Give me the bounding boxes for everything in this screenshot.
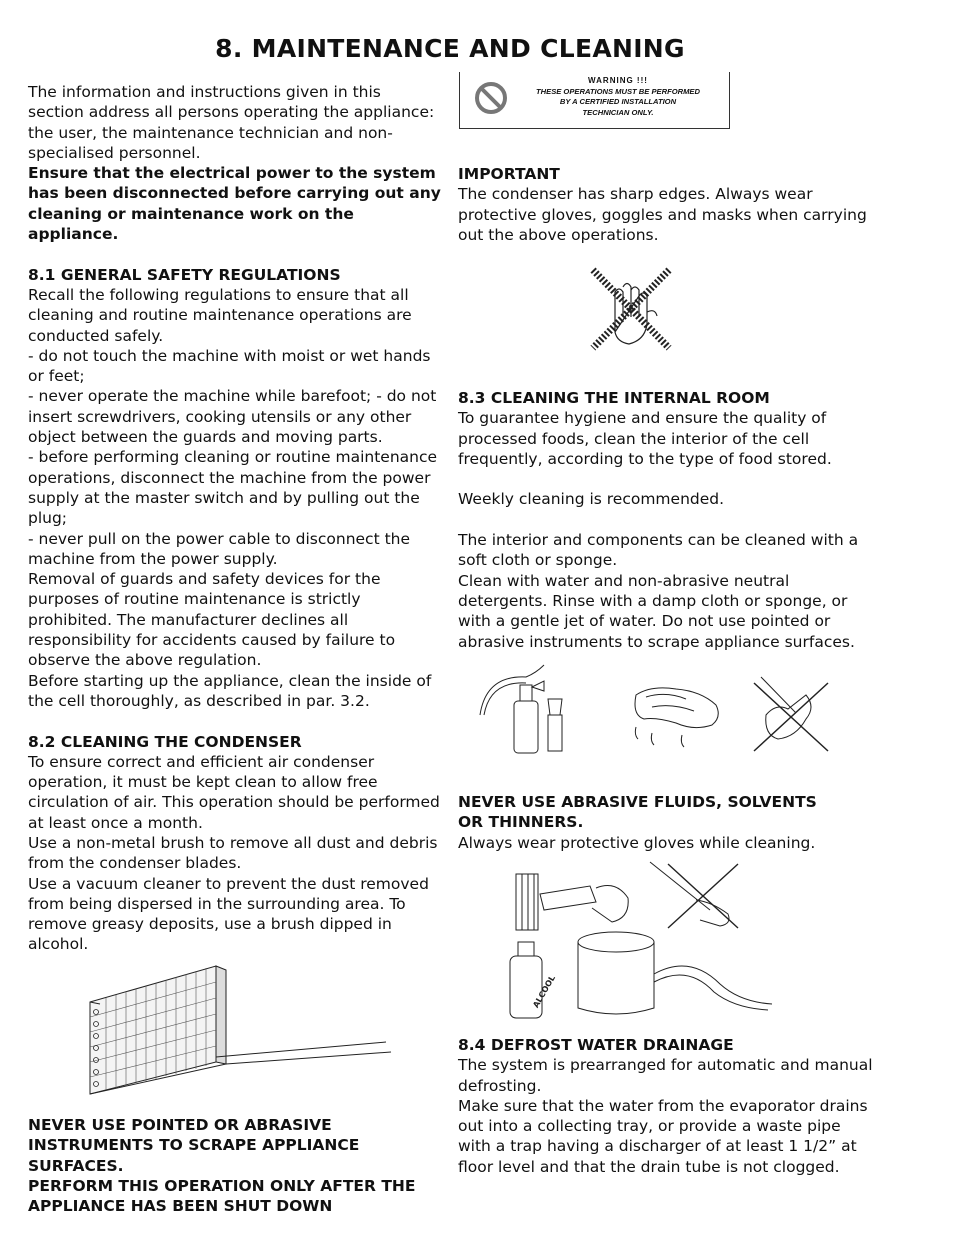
- intro-paragraph: [28, 82, 448, 163]
- text-line: specialised personnel.: [28, 143, 201, 162]
- text-line: abrasive instruments to scrape appliance surfaces.: [458, 632, 855, 651]
- text-line: THESE OPERATIONS MUST BE PERFORMED: [536, 86, 700, 96]
- text-line: plug;: [28, 509, 68, 528]
- text-line: machine from the power supply.: [28, 549, 278, 568]
- text-line: APPLIANCE HAS BEEN SHUT DOWN: [28, 1197, 333, 1216]
- hose-icon: [480, 665, 544, 715]
- bottom-warning: [28, 1115, 458, 1216]
- text-line: frequently, according to the type of food stored.: [458, 449, 832, 468]
- no-entry-icon: [474, 81, 508, 115]
- text-line: Use a non-metal brush to remove all dust and debris: [28, 833, 438, 852]
- text-line: with a trap having a discharger of at least 1 1/2” at: [458, 1137, 857, 1156]
- text-line: with a gentle jet of water. Do not use pointed or: [458, 612, 831, 631]
- section-heading-8-4: 8.4 DEFROST WATER DRAINAGE: [458, 1036, 734, 1054]
- section-heading-8-1: 8.1 GENERAL SAFETY REGULATIONS: [28, 265, 341, 284]
- text-line: soft cloth or sponge.: [458, 551, 618, 570]
- text-line: Before starting up the appliance, clean the inside of: [28, 671, 432, 690]
- text-line: prohibited. The manufacturer declines all: [28, 610, 349, 629]
- warning-box: [459, 72, 730, 129]
- text-line: TECHNICIAN ONLY.: [582, 107, 654, 117]
- condenser-illustration: [86, 962, 396, 1097]
- text-line: The system is prearranged for automatic and manual: [458, 1056, 873, 1075]
- text-line: at least once a month.: [28, 813, 203, 832]
- text-line: - before performing cleaning or routine maintenance: [28, 448, 438, 467]
- text-line: cleaning or maintenance work on the appliance.: [28, 204, 354, 244]
- text-line: insert screwdrivers, cooking utensils or any other: [28, 407, 412, 426]
- text-line: floor level and that the drain tube is not clogged.: [458, 1157, 840, 1176]
- no-hands-icon: [585, 262, 677, 354]
- text-line: detergents. Rinse with a damp cloth or sponge, or: [458, 591, 848, 610]
- text-line: Weekly cleaning is recommended.: [458, 490, 725, 509]
- text-line: Clean with water and non-abrasive neutral: [458, 571, 790, 590]
- page-title: 8. MAINTENANCE AND CLEANING: [215, 34, 685, 63]
- condenser-icon: [516, 874, 538, 930]
- text-line: INSTRUMENTS TO SCRAPE APPLIANCE SURFACES.: [28, 1136, 360, 1175]
- screwdriver-icon: [650, 862, 710, 910]
- text-line: section address all persons operating the appliance:: [28, 103, 435, 122]
- cloth-icon: [635, 688, 718, 728]
- never-use-section: [458, 792, 878, 853]
- text-line: alcohol.: [28, 935, 89, 954]
- brush-icon: [540, 886, 596, 910]
- text-line: processed foods, clean the interior of the cell: [458, 429, 810, 448]
- text-line: Recall the following regulations to ensure that all: [28, 285, 409, 304]
- text-line: conducted safely.: [28, 326, 164, 345]
- important-section: [458, 164, 878, 245]
- text-line: Ensure that the electrical power to the system: [28, 164, 436, 183]
- section-8-2-body: [28, 752, 448, 955]
- never-heading: NEVER USE ABRASIVE FLUIDS, SOLVENTS: [458, 793, 817, 811]
- section-8-3: [458, 388, 878, 652]
- text-line: Removal of guards and safety devices for the: [28, 570, 381, 589]
- power-warning: [28, 163, 448, 244]
- text-line: purposes of routine maintenance is strictly: [28, 590, 361, 609]
- text-line: Make sure that the water from the evaporator drains: [458, 1096, 868, 1115]
- text-line: out into a collecting tray, or provide a waste pipe: [458, 1117, 841, 1136]
- text-line: Always wear protective gloves while cleaning.: [458, 833, 816, 852]
- warning-heading: WARNING !!!: [588, 76, 648, 85]
- text-line: responsibility for accidents caused by failure to: [28, 631, 396, 650]
- text-line: BY A CERTIFIED INSTALLATION: [559, 97, 677, 106]
- important-heading: IMPORTANT: [458, 165, 560, 183]
- text-line: operations, disconnect the machine from the power: [28, 468, 431, 487]
- text-line: - do not touch the machine with moist or wet hands: [28, 346, 431, 365]
- vacuum-cleaner-icon: [578, 932, 654, 952]
- section-heading-8-2: 8.2 CLEANING THE CONDENSER: [28, 732, 302, 751]
- text-line: - never operate the machine while barefoot; - do not: [28, 387, 437, 406]
- text-line: - never pull on the power cable to disconnect the: [28, 529, 411, 548]
- text-line: The interior and components can be cleaned with a: [458, 531, 859, 550]
- text-line: operation, it must be kept clean to allow free: [28, 773, 378, 792]
- text-line: To guarantee hygiene and ensure the quality of: [458, 409, 827, 428]
- text-line: PERFORM THIS OPERATION ONLY AFTER THE: [28, 1176, 416, 1195]
- text-line: observe the above regulation.: [28, 651, 262, 670]
- text-line: from the condenser blades.: [28, 854, 242, 873]
- never-heading: OR THINNERS.: [458, 813, 584, 832]
- text-line: from being dispersed in the surrounding area. To: [28, 894, 406, 913]
- section-heading-8-3: 8.3 CLEANING THE INTERNAL ROOM: [458, 389, 770, 407]
- text-line: Use a vacuum cleaner to prevent the dust removed: [28, 874, 429, 893]
- text-line: circulation of air. This operation should be performed: [28, 793, 440, 812]
- text-line: supply at the master switch and by pulling out the: [28, 488, 420, 507]
- section-8-1-body: [28, 285, 448, 711]
- warning-text: [518, 76, 718, 118]
- text-line: To ensure correct and efficient air condenser: [28, 752, 375, 771]
- text-line: or feet;: [28, 367, 85, 386]
- text-line: the cell thoroughly, as described in par. 3.2.: [28, 691, 370, 710]
- text-line: has been disconnected before carrying out any: [28, 184, 441, 203]
- brush-icon: [548, 715, 562, 751]
- text-line: remove greasy deposits, use a brush dipped in: [28, 915, 392, 934]
- text-line: object between the guards and moving parts.: [28, 428, 383, 447]
- section-8-4: [458, 1035, 878, 1177]
- condenser-cleaning-illustrations: [500, 858, 790, 1023]
- text-line: out the above operations.: [458, 225, 659, 244]
- scraper-hand-icon: [766, 695, 811, 739]
- text-line: protective gloves, goggles and masks when carrying: [458, 205, 867, 224]
- cleaning-illustrations: [476, 655, 846, 760]
- text-line: NEVER USE POINTED OR ABRASIVE: [28, 1116, 332, 1134]
- text-line: the user, the maintenance technician and non-: [28, 123, 393, 142]
- text-line: The information and instructions given in this: [28, 83, 381, 101]
- alcohol-label: ALCOOL: [531, 973, 557, 1010]
- spray-bottle-icon: [514, 701, 538, 753]
- text-line: The condenser has sharp edges. Always wear: [458, 185, 813, 204]
- left-column: [28, 82, 448, 955]
- text-line: cleaning and routine maintenance operations are: [28, 306, 412, 325]
- text-line: defrosting.: [458, 1076, 542, 1095]
